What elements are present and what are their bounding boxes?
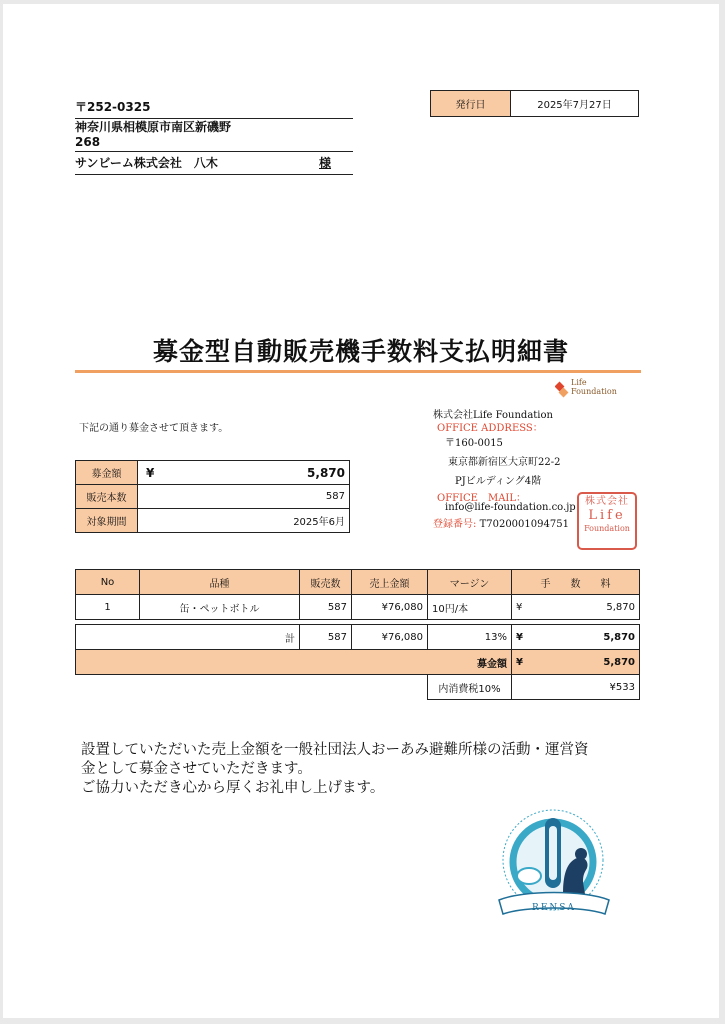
life-foundation-logo: [555, 377, 635, 401]
table-row: [76, 595, 640, 620]
logo-mark-icon: [555, 379, 569, 399]
closing-message: [81, 741, 671, 798]
document-title: 募金型自動販売機手数料支払明細書: [152, 337, 569, 366]
summary-donation-value: 5,870: [307, 465, 345, 480]
total-fee-cell: [512, 625, 640, 650]
donation-value: 5,870: [603, 656, 635, 668]
issuer-mail: info@life-foundation.co.jp: [445, 502, 576, 513]
total-units: 587: [300, 625, 352, 650]
statement-page: [3, 4, 719, 1018]
recipient-address-line2: 268: [75, 135, 101, 149]
issue-date-box: [430, 90, 639, 117]
header-margin: マージン: [428, 570, 512, 595]
seal-line2: Life: [588, 508, 626, 523]
issuer-registration: [433, 515, 569, 530]
tax-label: 内消費税10%: [428, 675, 512, 700]
row-item: 缶・ペットボトル: [140, 595, 300, 620]
issuer-office-address-label: OFFICE ADDRESS：: [437, 423, 543, 434]
recipient-postal: 〒252-0325: [75, 96, 353, 119]
summary-units-value: 587: [138, 485, 350, 509]
emblem-label: RENSA: [532, 903, 576, 913]
summary-units-label: 販売本数: [76, 485, 138, 509]
detail-header-row: [76, 570, 640, 595]
tax-row: [76, 675, 640, 700]
total-margin: 13%: [428, 625, 512, 650]
logo-text-foundation: Foundation: [571, 387, 617, 396]
total-fee: 5,870: [603, 631, 635, 643]
rensa-emblem-icon: [493, 804, 615, 930]
header-item: 品種: [140, 570, 300, 595]
recipient-address: [75, 118, 353, 152]
recipient-name: サンビーム株式会社 八木: [75, 156, 218, 170]
issue-date-value: 2025年7月27日: [511, 91, 639, 117]
row-margin: 10円/本: [428, 595, 512, 620]
issuer-reg-number: T7020001094751: [479, 519, 569, 530]
header-sales: 売上金額: [352, 570, 428, 595]
issuer-reg-label: 登録番号:: [433, 519, 477, 530]
issuer-company: 株式会社Life Foundation: [433, 410, 553, 421]
closing-line1: 設置していただいた売上金額を一般社団法人おーあみ避難所様の活動・運営資: [81, 742, 589, 758]
closing-line2: 金として募金させていただきます。: [81, 761, 312, 777]
donation-cell: [512, 650, 640, 675]
row-units: 587: [300, 595, 352, 620]
row-fee-cell: [512, 595, 640, 620]
recipient-address-line1: 神奈川県相模原市南区新磯野: [75, 120, 232, 134]
donation-label: 募金額: [76, 650, 512, 675]
summary-table: [75, 460, 350, 533]
header-no: No: [76, 570, 140, 595]
row-sales: ¥76,080: [352, 595, 428, 620]
tax-value: ¥533: [512, 675, 640, 700]
summary-donation-label: 募金額: [76, 461, 138, 485]
row-fee-currency: ¥: [516, 601, 523, 613]
donation-row: [76, 650, 640, 675]
seal-line3: Foundation: [584, 524, 630, 533]
issuer-mail-label: OFFICE MAIL：: [437, 493, 527, 504]
logo-text: [571, 378, 617, 396]
closing-line3: ご協力いただき心から厚くお礼申し上げます。: [81, 780, 385, 796]
issuer-building: PJビルディング4階: [455, 476, 542, 487]
title-divider: [75, 370, 641, 373]
summary-donation-currency: ¥: [146, 465, 155, 480]
issuer-address: 東京都新宿区大京町22-2: [448, 457, 561, 468]
seal-line1: 株式会社: [585, 496, 629, 507]
company-seal: [577, 492, 637, 550]
total-label: 計: [76, 625, 300, 650]
row-no: 1: [76, 595, 140, 620]
header-fee: 手 数 料: [512, 570, 640, 595]
total-sales: ¥76,080: [352, 625, 428, 650]
issue-date-label: 発行日: [431, 91, 511, 117]
header-units: 販売数: [300, 570, 352, 595]
row-fee: 5,870: [606, 601, 635, 613]
donation-currency: ¥: [516, 656, 523, 668]
total-fee-currency: ¥: [516, 631, 523, 643]
intro-text: 下記の通り募金させて頂きます。: [79, 423, 229, 434]
logo-text-life: Life: [571, 378, 587, 387]
summary-donation-cell: [138, 461, 350, 485]
detail-table: [75, 569, 640, 700]
recipient-honorific: 様: [319, 156, 332, 170]
total-row: [76, 625, 640, 650]
summary-period-label: 対象期間: [76, 509, 138, 533]
summary-period-value: 2025年6月: [138, 509, 350, 533]
issuer-postal: 〒160-0015: [445, 438, 503, 449]
recipient-name-row: [75, 152, 353, 175]
